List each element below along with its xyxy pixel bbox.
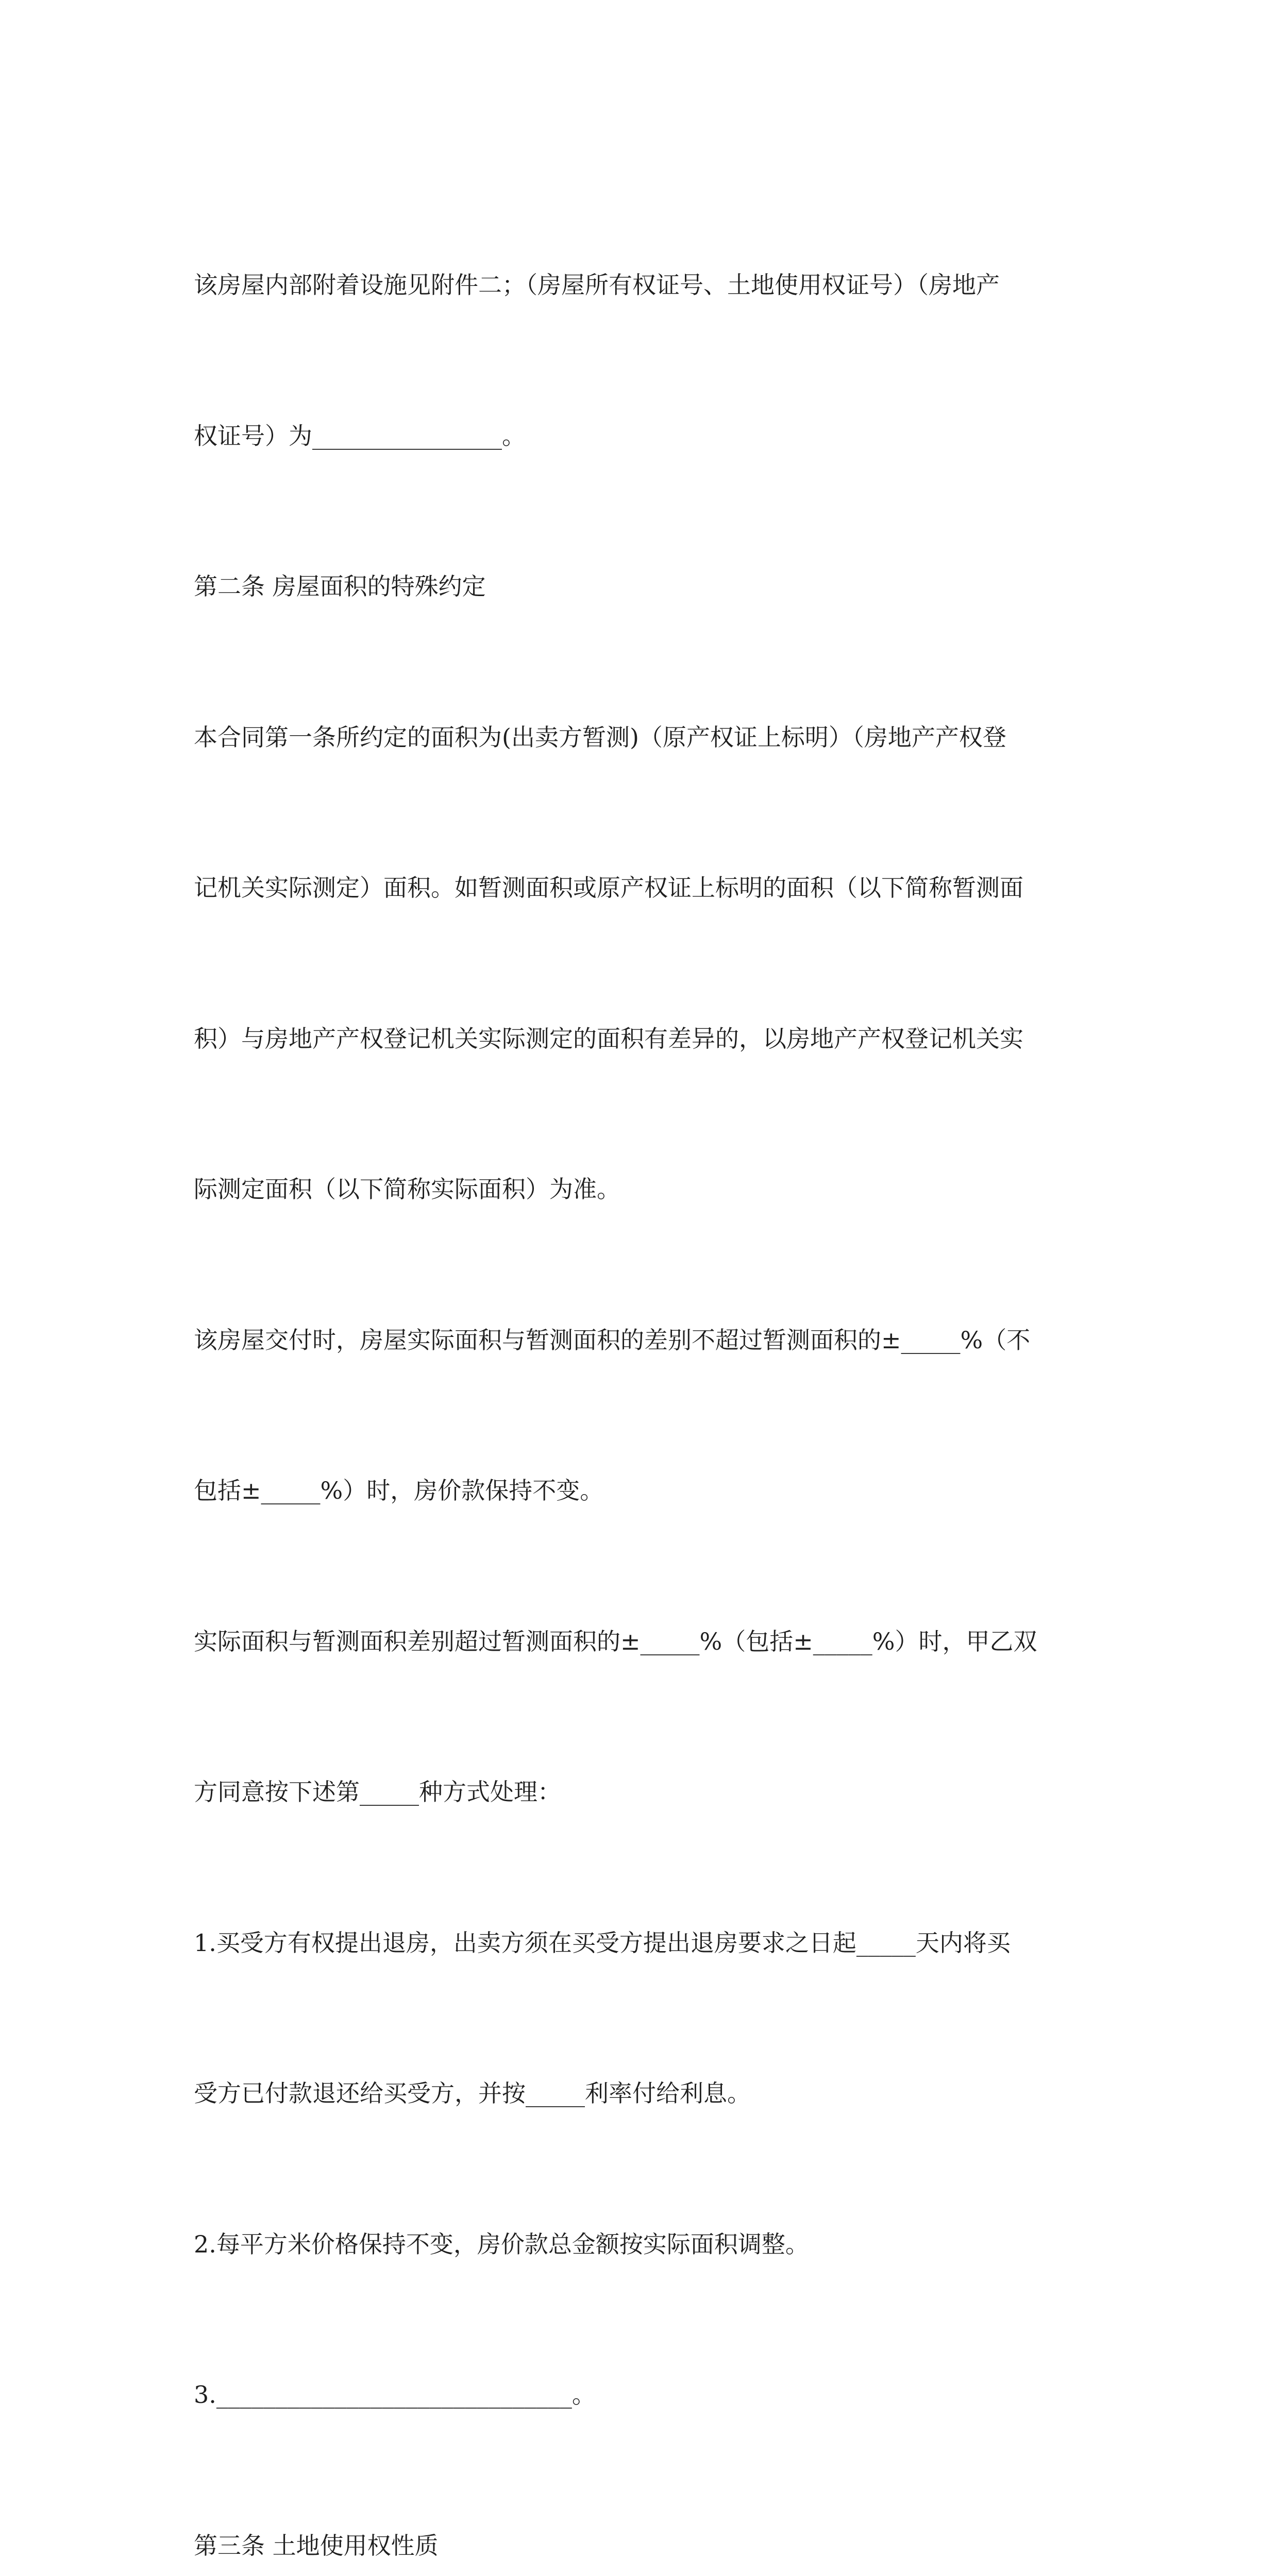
section-heading: 第二条 房屋面积的特殊约定 (194, 572, 486, 600)
list-item: 1.买受方有权提出退房，出卖方须在买受方提出退房要求之日起_____天内将买 (194, 1928, 1011, 1957)
list-item: 3.______________________________。 (194, 2381, 596, 2409)
document-body (194, 160, 1121, 2576)
list-item: 2.每平方米价格保持不变，房价款总金额按实际面积调整。 (194, 2230, 809, 2258)
paragraph-line: 方同意按下述第_____种方式处理： (194, 1778, 561, 1806)
paragraph-line: 权证号）为________________。 (194, 421, 526, 450)
section-heading: 第三条 土地使用权性质 (194, 2531, 439, 2560)
paragraph-line: 积）与房地产产权登记机关实际测定的面积有差异的，以房地产产权登记机关实 (194, 1024, 1023, 1053)
paragraph-line: 该房屋内部附着设施见附件二；（房屋所有权证号、土地使用权证号）（房地产 (194, 271, 1000, 299)
paragraph-line: 际测定面积（以下简称实际面积）为准。 (194, 1175, 620, 1203)
paragraph-line: 记机关实际测定）面积。如暂测面积或原产权证上标明的面积（以下简称暂测面 (194, 874, 1023, 902)
paragraph-line: 该房屋交付时，房屋实际面积与暂测面积的差别不超过暂测面积的±_____%（不 (194, 1326, 1031, 1354)
list-item: 受方已付款退还给买受方，并按_____利率付给利息。 (194, 2079, 751, 2107)
paragraph-line: 本合同第一条所约定的面积为(出卖方暂测)（原产权证上标明）（房地产产权登 (194, 723, 1006, 751)
paragraph-line: 实际面积与暂测面积差别超过暂测面积的±_____%（包括±_____%）时，甲乙双 (194, 1627, 1037, 1655)
paragraph-line: 包括±_____%）时，房价款保持不变。 (194, 1477, 604, 1504)
